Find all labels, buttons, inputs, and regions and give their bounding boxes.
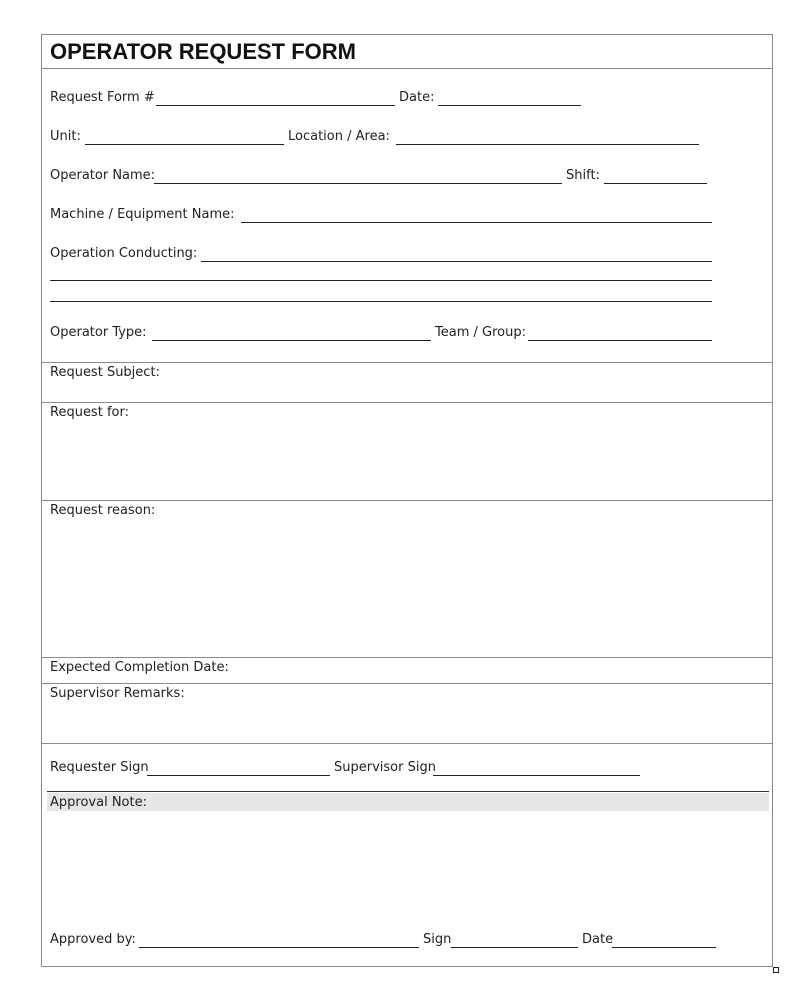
date-field[interactable] bbox=[438, 105, 581, 106]
shift-label: Shift: bbox=[566, 168, 600, 183]
location-area-field[interactable] bbox=[396, 144, 699, 145]
request-subject-label: Request Subject: bbox=[50, 365, 160, 380]
requester-sign-field[interactable] bbox=[147, 775, 330, 776]
operator-request-form bbox=[41, 34, 773, 967]
approval-note-bar bbox=[47, 793, 769, 811]
divider bbox=[42, 683, 772, 684]
location-area-label: Location / Area: bbox=[288, 129, 390, 144]
supervisor-sign-field[interactable] bbox=[433, 775, 640, 776]
operation-conducting-line-3[interactable] bbox=[50, 301, 712, 302]
operator-type-label: Operator Type: bbox=[50, 325, 147, 340]
shift-field[interactable] bbox=[604, 183, 707, 184]
form-title: OPERATOR REQUEST FORM bbox=[42, 35, 772, 69]
approval-sign-field[interactable] bbox=[451, 947, 578, 948]
operation-conducting-line-2[interactable] bbox=[50, 280, 712, 281]
table-resize-handle[interactable] bbox=[773, 967, 779, 973]
divider bbox=[42, 657, 772, 658]
divider bbox=[42, 743, 772, 744]
divider bbox=[42, 500, 772, 501]
date-label: Date: bbox=[399, 90, 435, 105]
machine-equipment-name-field[interactable] bbox=[241, 222, 712, 223]
unit-field[interactable] bbox=[85, 144, 284, 145]
supervisor-sign-label: Supervisor Sign bbox=[334, 760, 436, 775]
expected-completion-date-label: Expected Completion Date: bbox=[50, 660, 229, 675]
requester-sign-label: Requester Sign bbox=[50, 760, 149, 775]
machine-equipment-name-label: Machine / Equipment Name: bbox=[50, 207, 235, 222]
request-reason-label: Request reason: bbox=[50, 503, 156, 518]
team-group-label: Team / Group: bbox=[435, 325, 526, 340]
request-form-number-field[interactable] bbox=[156, 105, 395, 106]
unit-label: Unit: bbox=[50, 129, 81, 144]
operator-type-field[interactable] bbox=[152, 340, 431, 341]
divider bbox=[42, 402, 772, 403]
operation-conducting-field[interactable] bbox=[201, 261, 712, 262]
request-for-label: Request for: bbox=[50, 405, 129, 420]
approval-date-field[interactable] bbox=[612, 947, 716, 948]
divider bbox=[42, 362, 772, 363]
approval-rule bbox=[47, 791, 769, 792]
approved-by-label: Approved by: bbox=[50, 932, 136, 947]
team-group-field[interactable] bbox=[528, 340, 712, 341]
operator-name-field[interactable] bbox=[154, 183, 562, 184]
approval-date-label: Date bbox=[582, 932, 614, 947]
approval-note-label: Approval Note: bbox=[50, 795, 147, 810]
approval-sign-label: Sign bbox=[423, 932, 452, 947]
supervisor-remarks-label: Supervisor Remarks: bbox=[50, 686, 185, 701]
operation-conducting-label: Operation Conducting: bbox=[50, 246, 198, 261]
request-form-number-label: Request Form # bbox=[50, 90, 155, 105]
operator-name-label: Operator Name: bbox=[50, 168, 156, 183]
approved-by-field[interactable] bbox=[139, 947, 419, 948]
